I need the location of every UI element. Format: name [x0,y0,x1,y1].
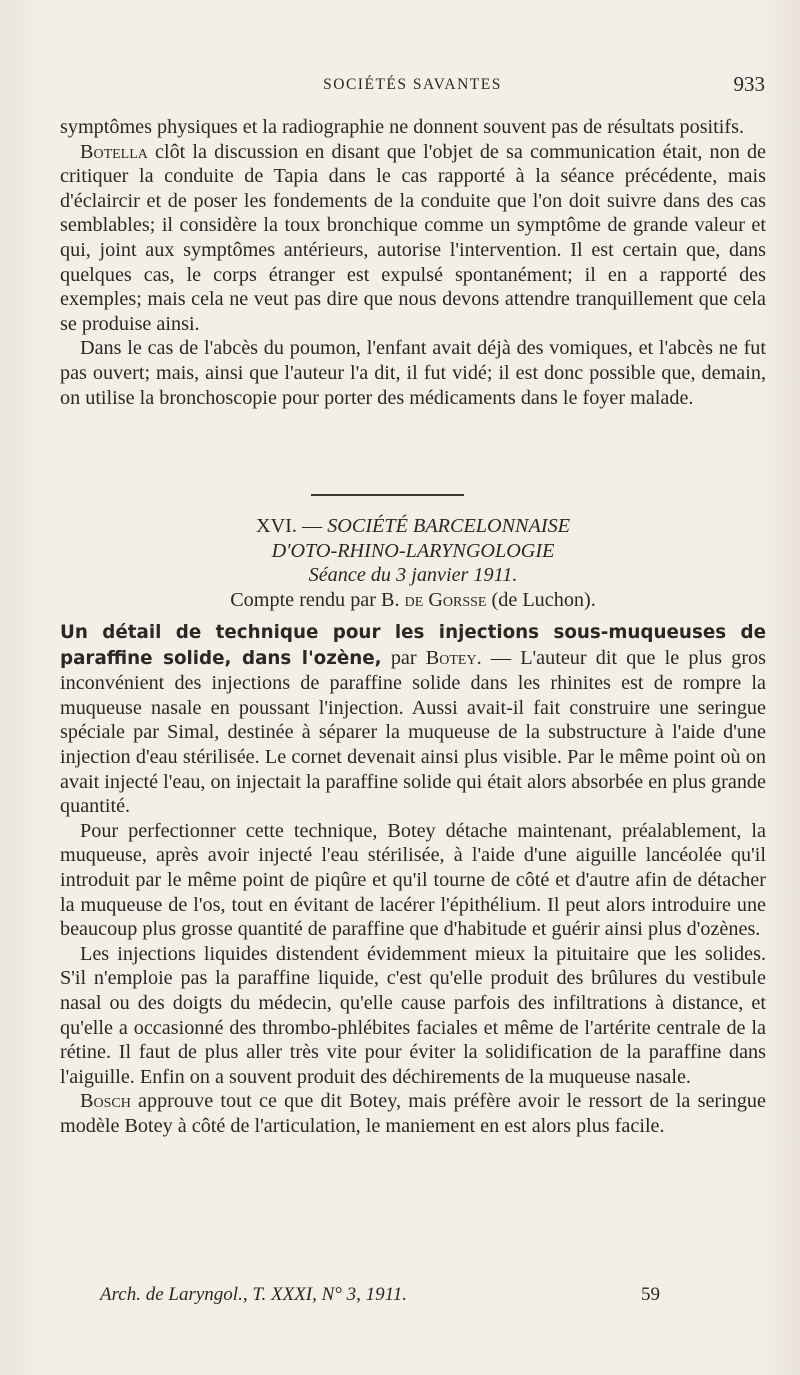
society-name: SOCIÉTÉ BARCELONNAISE [327,515,571,537]
section-divider [311,494,464,496]
paragraph-text: clôt la discussion en disant que l'objet de sa communication était, non de critiquer la conduite de Tapia dans le cas rapporté à la séance précédente, mais d'éclaircir et de poser les fondements de la conduite que l'on doit suivre dans des cas semblables; il considère la toux bronchique comme un symptôme de grande valeur et qui, joint aux symptômes antérieurs, autorise l'intervention. Il est certain que, dans quelques cas, le corps étranger est expulsé spontanément; il en a rapporté des exemples; mais cela ne veut pas dire que nous devons attendre tranquillement que cela se produise ainsi. [60,140,766,335]
report-suffix: (de Luchon). [486,588,596,611]
paragraph-text: . — L'auteur dit que le plus gros inconvénient des injections de paraffine solide dans les rhinites est de rompre la muqueuse nasale en poussant l'injection. Aussi avait-il fait construire une seringue spéciale par Simal, destinée à séparer la muqueuse de la substructure à l'aide d'une injection d'eau stérilisée. Le cornet devenait ainsi plus visible. Par le même point où on avait injecté l'eau, on injectait la paraffine solide qui était alors absorbée en plus grande quantité. [60,646,766,818]
journal-citation: Arch. de Laryngol., T. XXXI, N° 3, 1911. [100,1284,407,1305]
paragraph [60,620,766,819]
page-number: 933 [733,72,765,96]
paragraph: symptômes physiques et la radiographie ne donnent souvent pas de résultats positifs. [60,116,745,138]
page-footer [100,1284,660,1310]
section-title-line2: D'OTO-RHINO-LARYNGOLOGIE [271,539,555,562]
continued-text [60,115,766,410]
speaker-name: Bosch [80,1090,131,1113]
paragraph: Dans le cas de l'abcès du poumon, l'enfant avait déjà des vomiques, et l'abcès ne fut pas ouvert; mais, ainsi que l'auteur l'a dit, il fut vidé; il est donc possible que, demain, on utilise la bronchoscopie pour porter des médicaments dans le foyer malade. [60,337,766,409]
paragraph: Pour perfectionner cette technique, Botey détache maintenant, préalablement, la muqueuse, après avoir injecté l'eau stérilisée, à l'aide d'une aiguille lancéolée qu'il introduit par le même point de piqûre et qu'il tourne de côté et d'autre afin de détacher la muqueuse de l'os, tout en évitant de lacérer l'épithélium. Il peut alors introduire une beaucoup plus grosse quantité de paraffine que d'habitude et guérir ainsi plus d'ozènes. [60,819,766,941]
running-header [60,72,765,98]
signature-mark: 59 [641,1284,660,1305]
author-name: Botey [425,646,477,669]
session-date: Séance du 3 janvier 1911. [308,564,518,587]
running-title: SOCIÉTÉS SAVANTES [323,76,502,93]
paragraph [60,1089,766,1138]
article-title: Un détail de technique pour les injections sous-muqueuses de paraffine solide, dans l'ozène, [60,622,766,669]
report-particle: de [404,588,424,611]
paragraph [60,140,766,337]
paragraph-text: approuve tout ce que dit Botey, mais préfère avoir le ressort de la seringue modèle Botey à côté de l'articulation, le maniement en est alors plus facile. [60,1090,766,1137]
speaker-name: Botella [80,140,148,163]
section-title-line1 [60,514,766,539]
article-text [60,620,766,1138]
paragraph: Les injections liquides distendent évidemment mieux la pituitaire que les solides. S'il n'emploie pas la paraffine liquide, c'est qu'elle produit des brûlures du vestibule nasal ou des doigts du médecin, qu'elle cause parfois des infiltrations à distance, et qu'elle a occasionné des thrombo-phlébites faciales et même de l'artérite centrale de la rétine. Il faut de plus aller très vite pour éviter la solidification de la paraffine dans l'aiguille. Enfin on a souvent produit des déchirements de la muqueuse nasale. [60,942,766,1088]
section-number: XVI. — [255,515,328,537]
report-prefix: Compte rendu par B. [230,588,405,611]
reporter-name: Gorsse [423,588,487,611]
report-credit [60,588,766,613]
by-word: par [381,646,426,669]
section-heading [60,514,766,612]
